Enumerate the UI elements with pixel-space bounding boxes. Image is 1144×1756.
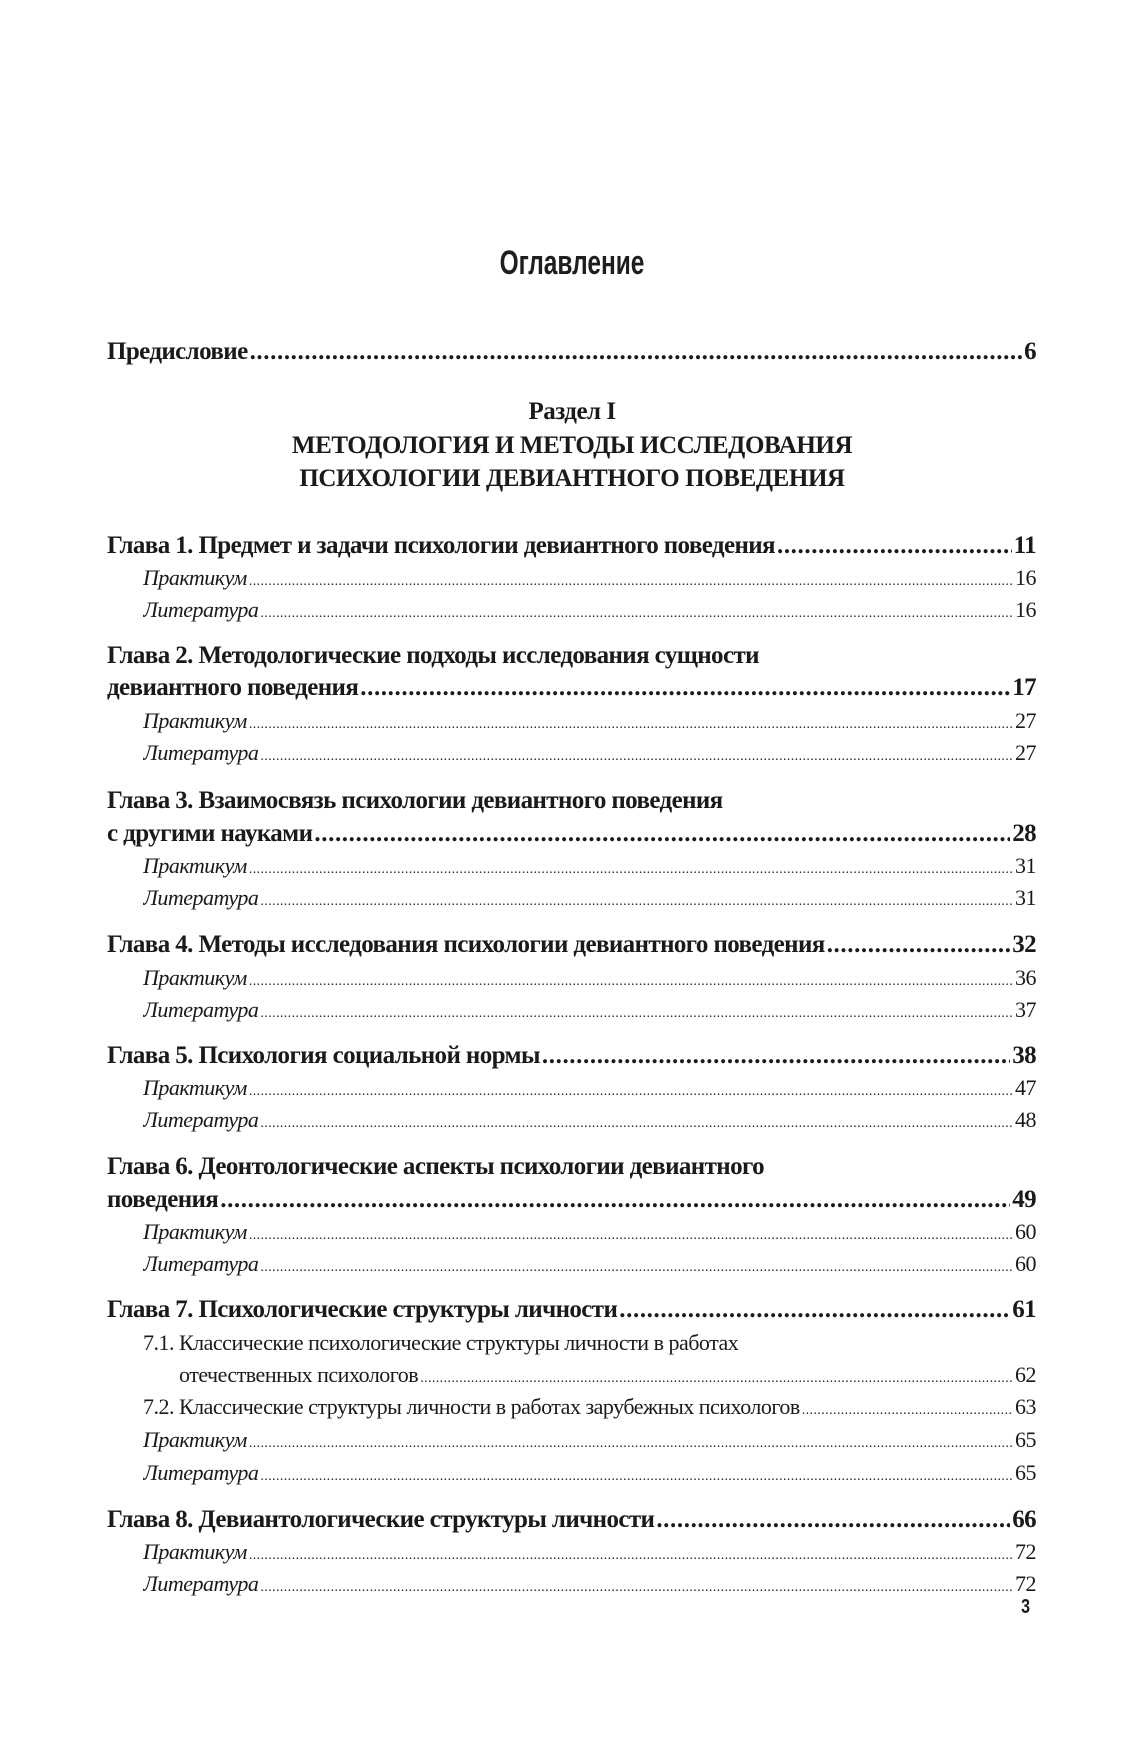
dot-leader [249, 1436, 1013, 1452]
toc-page-number: 47 [1015, 1075, 1036, 1100]
toc-entry-chapter-1-practicum[interactable] [143, 565, 1036, 591]
toc-entry-chapter-3-practicum[interactable] [143, 853, 1036, 879]
toc-entry-chapter-1-literature[interactable] [143, 597, 1036, 623]
toc-entry-label: Литература [143, 885, 259, 910]
toc-entry-chapter-4-literature[interactable] [143, 997, 1036, 1023]
toc-page-number: 72 [1015, 1539, 1036, 1564]
toc-entry-label: Литература [143, 597, 259, 622]
toc-entry-label: поведения [107, 1186, 219, 1213]
dot-leader [777, 532, 1012, 560]
dot-leader [314, 820, 1010, 848]
toc-page-number: 66 [1012, 1506, 1036, 1533]
toc-page-number: 65 [1015, 1427, 1036, 1452]
toc-page-number: 11 [1013, 532, 1036, 559]
toc-page-number: 31 [1015, 853, 1036, 878]
dot-leader [260, 894, 1013, 910]
toc-entry-label: Глава 8. Девиантологические структуры личности [107, 1506, 655, 1533]
toc-entry-chapter-3-literature[interactable] [143, 885, 1036, 911]
toc-page-number: 28 [1012, 820, 1036, 847]
toc-entry-chapter-5-practicum[interactable] [143, 1075, 1036, 1101]
dot-leader [250, 338, 1023, 366]
toc-entry-label: девиантного поведения [107, 674, 359, 701]
toc-entry-label: Практикум [143, 853, 247, 878]
toc-entry-chapter-8-practicum[interactable] [143, 1539, 1036, 1565]
toc-entry-label: Литература [143, 1571, 259, 1596]
toc-entry-chapter-6-practicum[interactable] [143, 1219, 1036, 1245]
section-label: Раздел I [528, 398, 616, 425]
toc-page-number: 60 [1015, 1219, 1036, 1244]
dot-leader [260, 1469, 1013, 1485]
toc-entry-chapter-1[interactable] [107, 532, 1036, 560]
toc-entry-label: Практикум [143, 565, 247, 590]
toc-page-number: 48 [1015, 1107, 1036, 1132]
toc-page-number: 27 [1015, 708, 1036, 733]
toc-entry-label: с другими науками [107, 820, 313, 847]
dot-leader [827, 931, 1011, 959]
toc-entry-chapter-5-literature[interactable] [143, 1107, 1036, 1133]
toc-entry-label: Практикум [143, 965, 247, 990]
toc-entry-label: Глава 7. Психологические структуры личности [107, 1296, 618, 1323]
toc-entry-chapter-7-practicum[interactable] [143, 1427, 1036, 1453]
toc-entry-label: Глава 5. Психология социальной нормы [107, 1042, 540, 1069]
toc-entry-chapter-3-line1[interactable]: Глава 3. Взаимосвязь психологии девиантного поведения [107, 787, 723, 814]
toc-entry-chapter-2[interactable] [107, 674, 1036, 702]
dot-leader [249, 717, 1013, 733]
toc-entry-chapter-4-practicum[interactable] [143, 965, 1036, 991]
toc-entry-chapter-5[interactable] [107, 1042, 1036, 1070]
toc-entry-label: 7.2. Классические структуры личности в работах зарубежных психологов [143, 1394, 800, 1419]
toc-page-number: 17 [1012, 674, 1036, 701]
toc-entry-label: Практикум [143, 1219, 247, 1244]
dot-leader [249, 1084, 1013, 1100]
dot-leader [249, 1548, 1013, 1564]
toc-entry-label: Литература [143, 1460, 259, 1485]
toc-entry-label: Литература [143, 740, 259, 765]
toc-page-number: 36 [1015, 965, 1036, 990]
toc-page-number: 38 [1012, 1042, 1036, 1069]
dot-leader [656, 1506, 1010, 1534]
toc-page-number: 62 [1015, 1362, 1036, 1387]
dot-leader [249, 862, 1013, 878]
page-title: Оглавление [499, 244, 645, 282]
toc-entry-section-7-1-line1[interactable]: 7.1. Классические психологические структуры личности в работах [143, 1330, 739, 1355]
toc-entry-chapter-2-line1[interactable]: Глава 2. Методологические подходы исследования сущности [107, 642, 759, 669]
dot-leader [249, 1228, 1013, 1244]
dot-leader [260, 1260, 1013, 1276]
toc-page-number: 16 [1015, 565, 1036, 590]
toc-entry-section-7-2[interactable] [143, 1394, 1036, 1420]
toc-entry-preface[interactable] [107, 338, 1036, 366]
dot-leader [249, 574, 1013, 590]
dot-leader [360, 674, 1010, 702]
page-number: 3 [1021, 1596, 1031, 1618]
toc-page-number: 60 [1015, 1251, 1036, 1276]
toc-entry-chapter-6-line1[interactable]: Глава 6. Деонтологические аспекты психологии девиантного [107, 1153, 765, 1180]
toc-page-number: 63 [1015, 1394, 1036, 1419]
dot-leader [260, 606, 1013, 622]
dot-leader [260, 1580, 1013, 1596]
toc-page-number: 6 [1024, 338, 1036, 365]
dot-leader [220, 1186, 1010, 1214]
dot-leader [260, 1006, 1013, 1022]
toc-entry-section-7-1[interactable] [179, 1362, 1036, 1388]
toc-entry-chapter-6[interactable] [107, 1186, 1036, 1214]
toc-entry-label: Практикум [143, 1075, 247, 1100]
toc-entry-label: отечественных психологов [179, 1362, 419, 1387]
toc-entry-label: Глава 4. Методы исследования психологии девиантного поведения [107, 931, 825, 958]
toc-page-number: 49 [1012, 1186, 1036, 1213]
toc-entry-label: Литература [143, 1251, 259, 1276]
toc-page-number: 65 [1015, 1460, 1036, 1485]
toc-page-number: 32 [1012, 931, 1036, 958]
toc-entry-chapter-8-literature[interactable] [143, 1571, 1036, 1597]
toc-entry-chapter-2-literature[interactable] [143, 740, 1036, 766]
dot-leader [249, 974, 1013, 990]
toc-entry-label: Литература [143, 1107, 259, 1132]
toc-entry-chapter-6-literature[interactable] [143, 1251, 1036, 1277]
section-title-line2: ПСИХОЛОГИИ ДЕВИАНТНОГО ПОВЕДЕНИЯ [299, 465, 845, 492]
dot-leader [420, 1371, 1013, 1387]
dot-leader [802, 1403, 1013, 1419]
toc-entry-chapter-8[interactable] [107, 1506, 1036, 1534]
toc-entry-chapter-7-literature[interactable] [143, 1460, 1036, 1486]
dot-leader [542, 1042, 1010, 1070]
section-title-line1: МЕТОДОЛОГИЯ И МЕТОДЫ ИССЛЕДОВАНИЯ [291, 432, 853, 459]
toc-page-number: 27 [1015, 740, 1036, 765]
toc-entry-label: Глава 1. Предмет и задачи психологии девиантного поведения [107, 532, 775, 559]
dot-leader [260, 1116, 1013, 1132]
toc-entry-chapter-7[interactable] [107, 1296, 1036, 1324]
toc-page-number: 72 [1015, 1571, 1036, 1596]
toc-entry-label: Литература [143, 997, 259, 1022]
toc-entry-chapter-3[interactable] [107, 820, 1036, 848]
toc-entry-label: Практикум [143, 1539, 247, 1564]
toc-entry-label: Практикум [143, 708, 247, 733]
toc-entry-label: Практикум [143, 1427, 247, 1452]
toc-page-number: 16 [1015, 597, 1036, 622]
dot-leader [260, 749, 1013, 765]
toc-page-number: 61 [1012, 1296, 1036, 1323]
toc-entry-chapter-4[interactable] [107, 931, 1036, 959]
toc-page-number: 37 [1015, 997, 1036, 1022]
toc-page-number: 31 [1015, 885, 1036, 910]
dot-leader [619, 1296, 1010, 1324]
toc-entry-label: Предисловие [107, 338, 248, 365]
toc-entry-chapter-2-practicum[interactable] [143, 708, 1036, 734]
